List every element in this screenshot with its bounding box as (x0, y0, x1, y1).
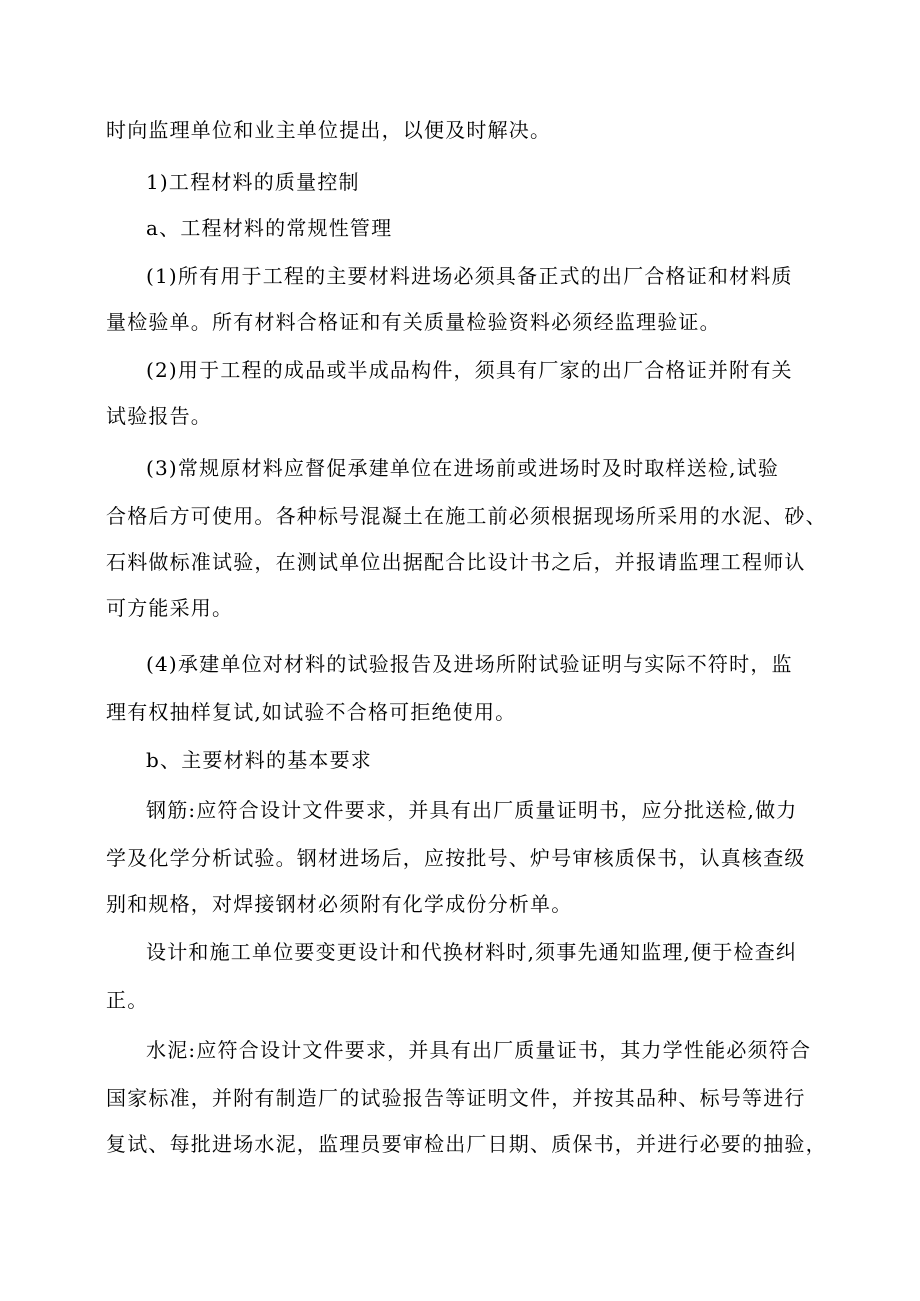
paragraph-line: 正。 (106, 988, 149, 1012)
paragraph-line: 学及化学分析试验。钢材进场后，应按批号、炉号审核质保书，认真核查级 (106, 846, 806, 870)
paragraph-line: 时向监理单位和业主单位提出，以便及时解决。 (106, 118, 552, 142)
paragraph-line: 水泥:应符合设计文件要求，并具有出厂质量证书，其力学性能必须符合 (146, 1038, 812, 1062)
paragraph-line: 理有权抽样复试,如试验不合格可拒绝使用。 (106, 700, 517, 724)
paragraph-line: 试验报告。 (106, 404, 212, 428)
section-heading: 1)工程材料的质量控制 (146, 170, 360, 194)
paragraph-line: 别和规格，对焊接钢材必须附有化学成份分析单。 (106, 892, 573, 916)
paragraph-line: 设计和施工单位要变更设计和代换材料时,须事先通知监理,便于检查纠 (146, 940, 798, 964)
subsection-heading: a、工程材料的常规性管理 (146, 216, 393, 240)
paragraph-line: 合格后方可使用。各种标号混凝土在施工前必须根据现场所采用的水泥、砂、 (106, 504, 827, 528)
paragraph-line: 石料做标准试验，在测试单位出据配合比设计书之后，并报请监理工程师认 (106, 550, 806, 574)
paragraph-line: 量检验单。所有材料合格证和有关质量检验资料必须经监理验证。 (106, 310, 721, 334)
paragraph-line: (2)用于工程的成品或半成品构件，须具有厂家的出厂合格证并附有关 (146, 358, 793, 382)
paragraph-line: 可方能采用。 (106, 596, 234, 620)
paragraph-line: (1)所有用于工程的主要材料进场必须具备正式的出厂合格证和材料质 (146, 264, 793, 288)
paragraph-line: 国家标准，并附有制造厂的试验报告等证明文件，并按其品种、标号等进行 (106, 1086, 806, 1110)
subsection-heading: b、主要材料的基本要求 (146, 748, 373, 772)
paragraph-line: 复试、每批进场水泥，监理员要审检出厂日期、质保书，并进行必要的抽验， (106, 1132, 827, 1156)
paragraph-line: (4)承建单位对材料的试验报告及进场所附试验证明与实际不符时，监 (146, 652, 793, 676)
paragraph-line: 钢筋:应符合设计文件要求，并具有出厂质量证明书，应分批送检,做力 (146, 798, 798, 822)
paragraph-line: (3)常规原材料应督促承建单位在进场前或进场时及时取样送检,试验 (146, 456, 780, 480)
